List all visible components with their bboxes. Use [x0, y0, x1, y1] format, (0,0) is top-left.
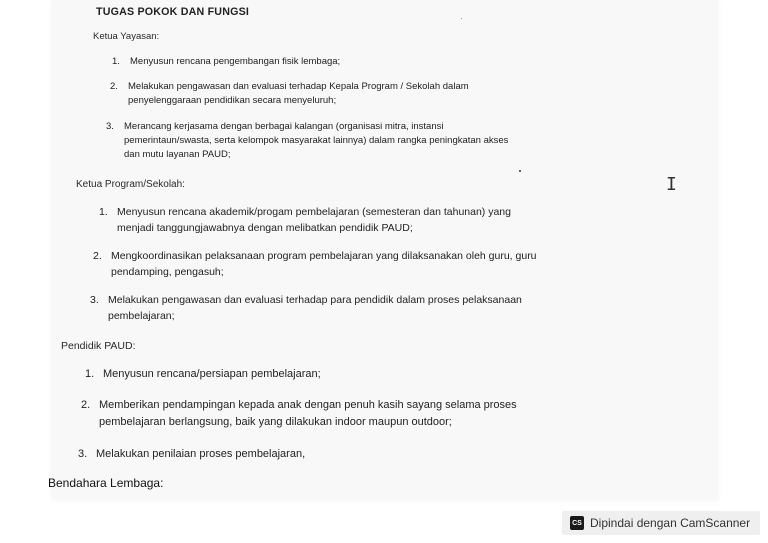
section-heading: Ketua Program/Sekolah:: [76, 179, 185, 190]
scan-speck: [519, 170, 521, 172]
camscanner-logo-icon: CS: [570, 516, 584, 530]
list-item: 1. Menyusun rencana akademik/progam pembelajaran (semesteran dan tahunan) yang menjadi tanggungjawabnya dengan melibatkan pendidik PAUD;: [99, 206, 511, 234]
list-item: 3. Melakukan penilaian proses pembelajaran,: [78, 448, 306, 460]
list-item: 1. Menyusun rencana pengembangan fisik lembaga;: [112, 56, 341, 67]
document-title: TUGAS POKOK DAN FUNGSI: [96, 6, 250, 18]
text-cursor-icon: I: [666, 174, 677, 195]
list-item: 2. Memberikan pendampingan kepada anak dengan penuh kasih sayang selama proses pembelajaran berlangsung, baik yang dilakukan indoor maupun outdoor;: [81, 399, 517, 428]
scan-speck: [461, 18, 462, 19]
section-heading-bendahara: Bendahara Lembaga:: [48, 476, 164, 490]
list-item: 3. Merancang kerjasama dengan berbagai kalangan (organisasi mitra, instansi pemerintaun/swasta, serta kelompok masyarakat lainnya) dalam rangka peningkatan akses dan mutu layanan PAUD;: [106, 121, 509, 160]
list-item: 2. Mengkoordinasikan pelaksanaan program pembelajaran yang dilaksanakan oleh guru, guru pendamping, pengasuh;: [93, 250, 537, 278]
list-item: 1. Menyusun rencana/persiapan pembelajaran;: [85, 368, 321, 380]
list-item: 2. Melakukan pengawasan dan evaluasi terhadap Kepala Program / Sekolah dalam penyelenggaraan pendidikan secara menyeluruh;: [110, 81, 469, 106]
camscanner-watermark: [562, 511, 760, 535]
section-heading: Ketua Yayasan:: [93, 31, 160, 42]
camscanner-label: Dipindai dengan CamScanner: [590, 516, 751, 530]
section-heading: Pendidik PAUD:: [61, 340, 136, 352]
list-item: 3. Melakukan pengawasan dan evaluasi terhadap para pendidik dalam proses pelaksanaan pembelajaran;: [90, 294, 522, 322]
